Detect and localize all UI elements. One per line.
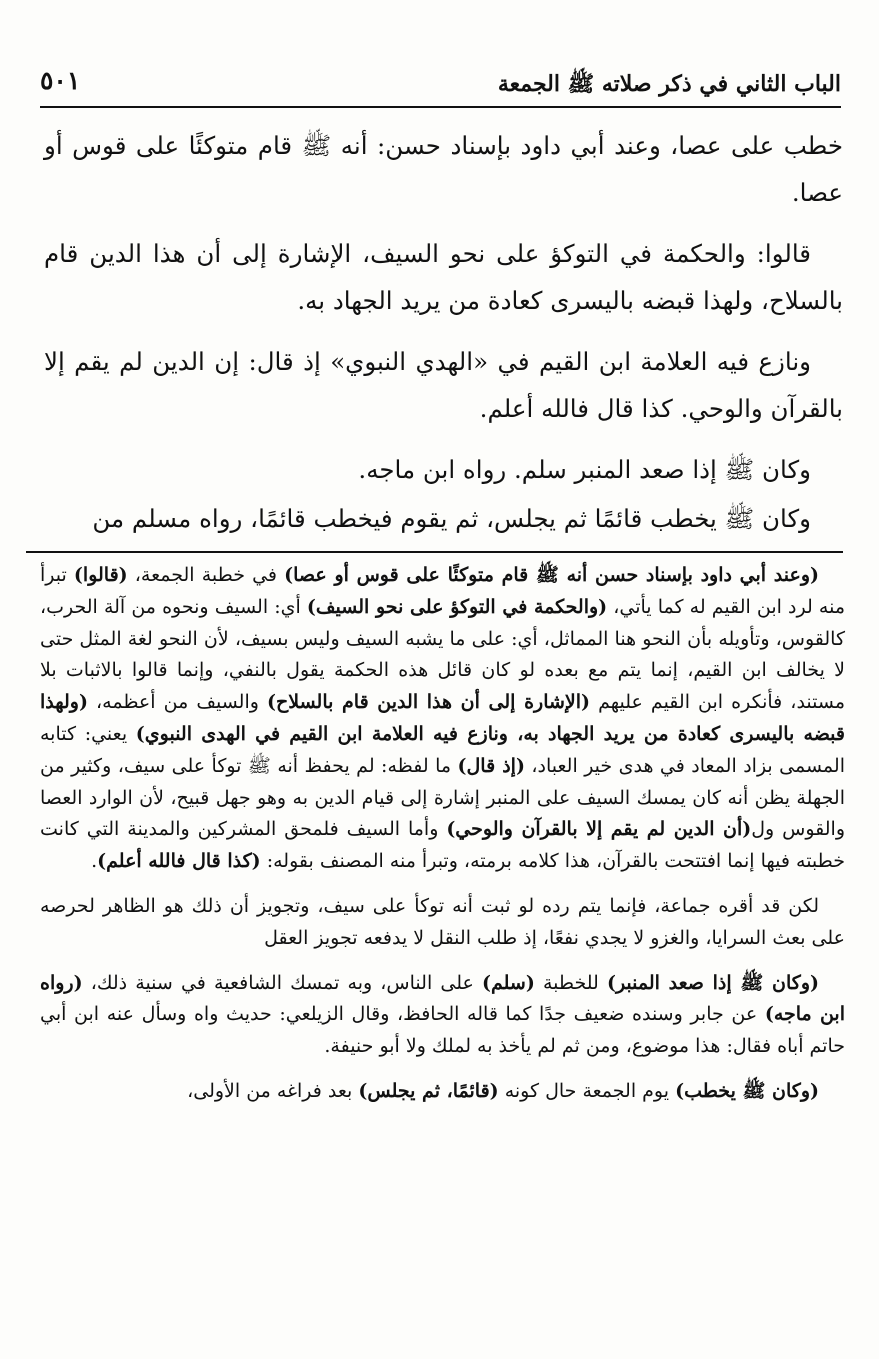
commentary-text: أي: السيف ونحوه من آلة الحرب، كالقوس، وتأويله بأن النحو هنا المماثل، أي: على ما يشبه السيف وليس بسيف، لأن النحو لغة المثل حتى لا يخالف ابن القيم، إنما يتم مع بعده لو كان قائل هذه الحكمة يقول بالنفي، وإنما قالوا بالاثبات بلا مستند، فأنكره ابن القيم عليهم — [40, 595, 846, 714]
footnote-divider — [26, 551, 843, 553]
quoted-matn: (وكان ﷺ إذا صعد المنبر) — [606, 971, 820, 994]
quoted-matn: (وكان ﷺ يخطب) — [675, 1079, 819, 1102]
quoted-matn: (كذا قال فالله أعلم) — [97, 850, 261, 873]
commentary-text: عن جابر وسنده ضعيف جدًا كما قاله الحافظ، وقال الزيلعي: حديث واه وسأل عنه ابن أبي حاتم أباه فقال: هذا موضوع، ومن ثم لم يأخذ به لملك ولا أبو حنيفة. — [40, 1003, 845, 1058]
page-number: ٥٠١ — [40, 66, 81, 95]
chapter-title: الباب الثاني في ذكر صلاته ﷺ الجمعة — [497, 71, 841, 97]
commentary-text: للخطبة — [534, 971, 607, 994]
commentary-text: ما لفظه: لم يحفظ أنه ﷺ توكأ على سيف، وكثير من الجهلة يظن أنه كان يمسك السيف على المنبر إشارة إلى قيام الدين به وهو جهل قبيح، لأن الوارد العصا والقوس ول — [40, 754, 845, 841]
commentary — [40, 560, 845, 1121]
quoted-matn: (أن الدين لم يقم إلا بالقرآن والوحي) — [446, 818, 752, 841]
main-paragraph: وكان ﷺ يخطب قائمًا ثم يجلس، ثم يقوم فيخطب قائمًا، رواه مسلم من — [92, 504, 811, 533]
running-header — [40, 62, 841, 108]
commentary-paragraph — [40, 968, 845, 1063]
commentary-text: على الناس، وبه تمسك الشافعية في سنية ذلك، — [82, 971, 482, 994]
quoted-matn: (قائمًا، ثم يجلس) — [358, 1079, 499, 1102]
main-paragraph: وكان ﷺ إذا صعد المنبر سلم. رواه ابن ماجه. — [358, 455, 811, 484]
main-text — [44, 122, 843, 556]
commentary-text: يوم الجمعة حال كونه — [498, 1079, 676, 1102]
quoted-matn: (وعند أبي داود بإسناد حسن أنه ﷺ قام متوكئًا على قوس أو عصا) — [284, 564, 819, 586]
main-paragraph: ونازع فيه العلامة ابن القيم في «الهدي النبوي» إذ قال: إن الدين لم يقم إلا بالقرآن والوحي. كذا قال فالله أعلم. — [44, 347, 843, 423]
quoted-matn: (والحكمة في التوكؤ على نحو السيف) — [306, 595, 608, 618]
commentary-text: . — [91, 850, 98, 873]
commentary-text: يعني: كتابه المسمى بزاد المعاد في هدى خير العباد، — [40, 722, 845, 777]
commentary-paragraph: لكن قد أقره جماعة، فإنما يتم رده لو ثبت أنه توكأ على سيف، وتجويز أن ذلك هو الظاهر لحرصه على بعث السرايا، والغزو لا يجدي نفعًا، إذ طلب النقل لا يدفعه تجويز العقل — [40, 894, 845, 949]
commentary-text: تبرأ منه لرد ابن القيم له كما يأتي، — [40, 564, 845, 618]
commentary-text: في خطبة الجمعة، — [127, 564, 285, 586]
quoted-matn: (ولهذا قبضه باليسرى كعادة من يريد الجهاد به، ونازع فيه العلامة ابن القيم في الهدى النبوي) — [40, 691, 845, 745]
commentary-paragraph — [40, 560, 845, 878]
commentary-paragraph — [40, 1076, 845, 1108]
commentary-text: وأما السيف فلمحق المشركين والمدينة التي كانت خطبته فيها إنما افتتحت بالقرآن، هذا كلامه برمته، وتبرأ منه المصنف بقوله: — [40, 818, 845, 873]
quoted-matn: (سلم) — [481, 971, 535, 994]
commentary-text: بعد فراغه من الأولى، — [187, 1079, 359, 1102]
quoted-matn: (قالوا) — [73, 564, 128, 586]
quoted-matn: (إذ قال) — [457, 754, 525, 777]
quoted-matn: (الإشارة إلى أن هذا الدين قام بالسلاح) — [266, 691, 591, 714]
main-paragraph: خطب على عصا، وعند أبي داود بإسناد حسن: أنه ﷺ قام متوكئًا على قوس أو عصا. — [44, 131, 843, 207]
quoted-matn: (رواه ابن ماجه) — [40, 971, 845, 1026]
main-paragraph: قالوا: والحكمة في التوكؤ على نحو السيف، الإشارة إلى أن هذا الدين قام بالسلاح، ولهذا قبضه باليسرى كعادة من يريد الجهاد به. — [44, 239, 843, 315]
commentary-text: والسيف من أعظمه، — [87, 691, 267, 714]
